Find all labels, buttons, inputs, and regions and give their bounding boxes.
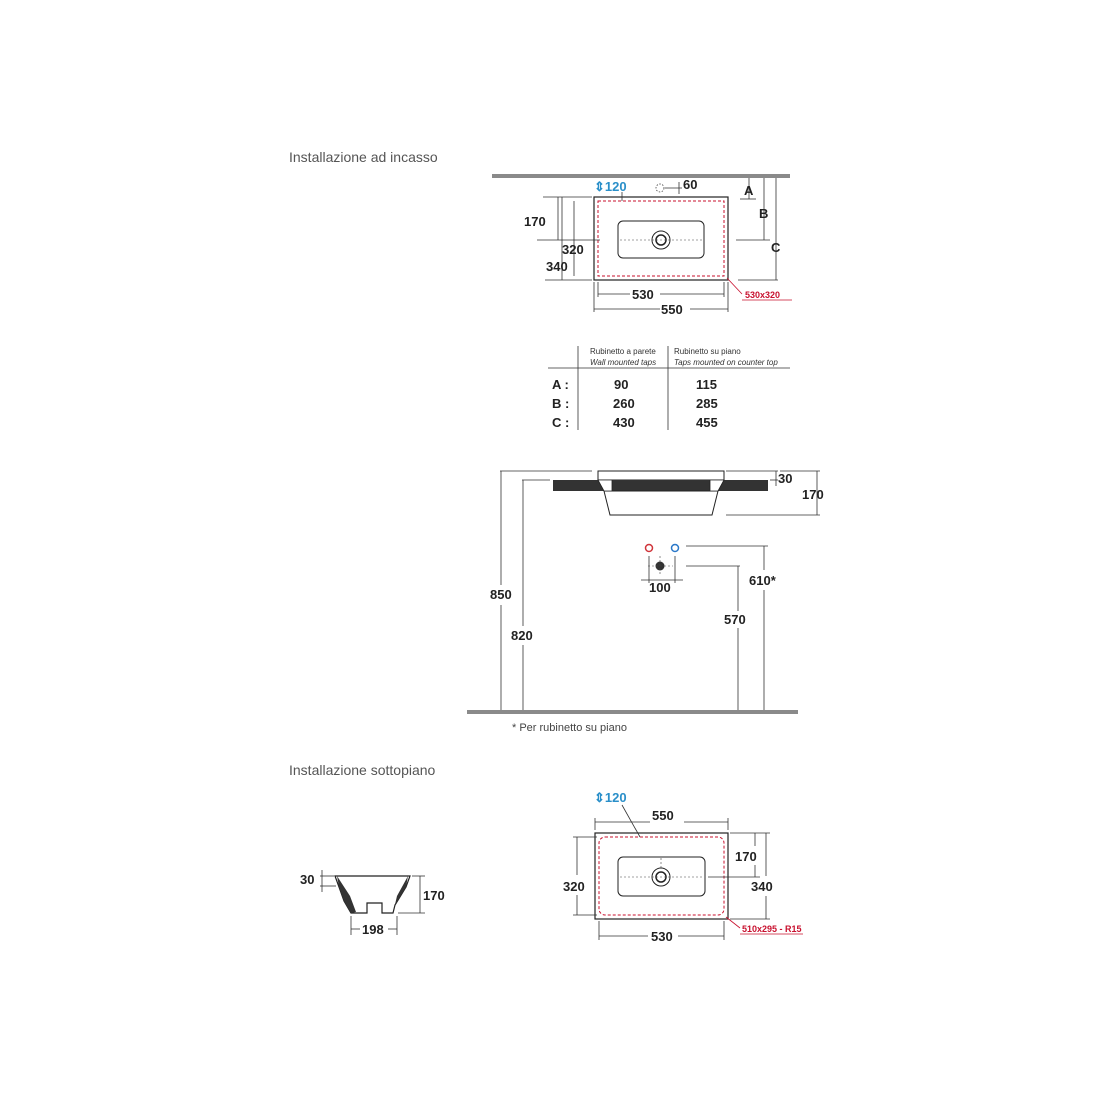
- dim-530: 530: [651, 929, 673, 944]
- tap-hole-120: ⇕120: [594, 179, 627, 194]
- label-b: B: [759, 206, 769, 221]
- row-a-label: A :: [552, 377, 569, 392]
- dim-320: 320: [562, 242, 584, 257]
- tap-leader: [622, 805, 640, 837]
- dim-basin-170: 170: [802, 487, 824, 502]
- cold-valve-icon: [672, 545, 679, 552]
- dim-drain-570: 570: [724, 612, 746, 627]
- dim-850: 850: [490, 587, 512, 602]
- dim-section-198: 198: [362, 922, 384, 937]
- basin-outline: [594, 197, 728, 280]
- basin-rim: [598, 471, 724, 480]
- dim-340: 340: [546, 259, 568, 274]
- countertop: [553, 480, 768, 491]
- row-c-label: C :: [552, 415, 570, 430]
- cutout-label: 530x320: [745, 290, 781, 300]
- tap-hole-icon: [656, 184, 664, 192]
- section-profile: [300, 870, 445, 937]
- dim-820: 820: [511, 628, 533, 643]
- basin-outline: [595, 833, 728, 919]
- tap-direction-icon: ⇕: [594, 790, 605, 805]
- row-b-label: B :: [552, 396, 570, 411]
- col1-title: Rubinetto a parete: [590, 347, 656, 356]
- col1-subtitle: Wall mounted taps: [590, 358, 657, 367]
- dimension-table: [548, 346, 790, 430]
- top-view: [492, 174, 792, 317]
- row-a-counter: 115: [696, 377, 717, 392]
- label-a: A: [744, 183, 754, 198]
- wall-line: [492, 174, 790, 178]
- tap-direction-icon: ⇕: [594, 179, 605, 194]
- section-title-undermount: Installazione sottopiano: [289, 762, 436, 778]
- dim-170: 170: [735, 849, 757, 864]
- hot-valve-icon: [646, 545, 653, 552]
- dim-valve-100: 100: [649, 580, 671, 595]
- dim-tap-610: 610*: [749, 573, 776, 588]
- row-c-wall: 430: [613, 415, 635, 430]
- side-elevation: [467, 471, 824, 714]
- row-c-counter: 455: [696, 415, 718, 430]
- undermount-top-view: [563, 790, 803, 944]
- cutout-label: 510x295 - R15: [742, 924, 802, 934]
- row-a-wall: 90: [614, 377, 629, 392]
- dim-section-170: 170: [423, 888, 445, 903]
- section-title-built-in: Installazione ad incasso: [289, 149, 438, 165]
- col2-subtitle: Taps mounted on counter top: [674, 358, 778, 367]
- col2-title: Rubinetto su piano: [674, 347, 741, 356]
- row-b-wall: 260: [613, 396, 635, 411]
- dim-rim-30: 30: [778, 471, 793, 486]
- dim-170: 170: [524, 214, 546, 229]
- row-b-counter: 285: [696, 396, 718, 411]
- dim-530: 530: [632, 287, 654, 302]
- dim-550: 550: [652, 808, 674, 823]
- tap-hole-120: ⇕120: [594, 790, 627, 805]
- dim-320: 320: [563, 879, 585, 894]
- dim-340: 340: [751, 879, 773, 894]
- dim-550: 550: [661, 302, 683, 317]
- hole-offset-60: 60: [683, 177, 698, 192]
- floor-line: [467, 710, 798, 714]
- dim-section-30: 30: [300, 872, 315, 887]
- label-c: C: [771, 240, 781, 255]
- basin-body: [604, 491, 718, 515]
- footnote: * Per rubinetto su piano: [512, 722, 627, 734]
